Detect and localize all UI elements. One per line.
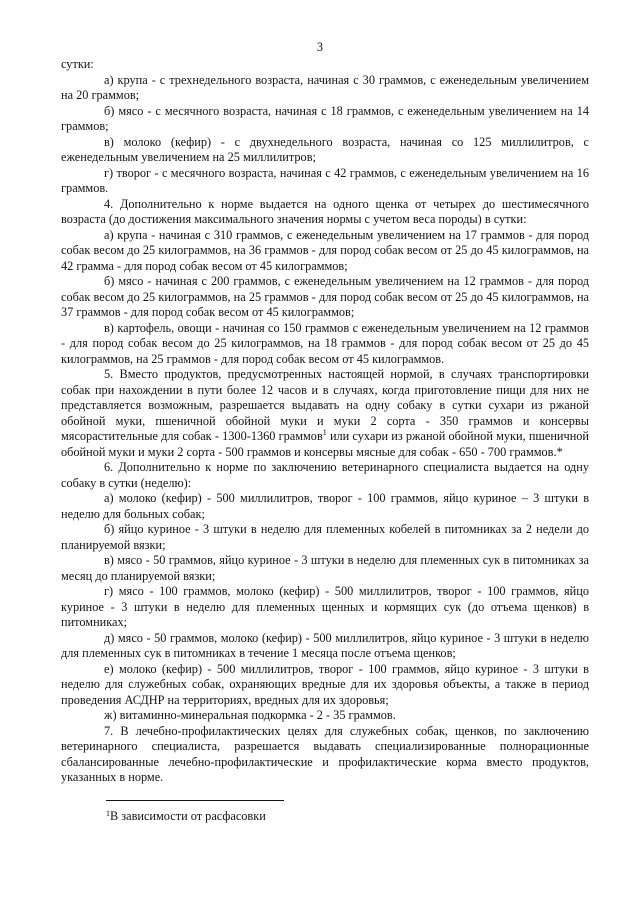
paragraph-text: г) мясо - 100 граммов, молоко (кефир) - 500 миллилитров, творог - 100 граммов, яйцо куриное - 3 штуки в неделю для племенных щенных и кормящих сук (до отъема щенков) в питомниках;	[61, 584, 589, 629]
paragraph-text: е) молоко (кефир) - 500 миллилитров, творог - 100 граммов, яйцо куриное - 3 штуки в неделю для служебных собак, охраняющих вредные для их здоровья объекты, а также в период проведения АСДНР на территориях, вредных для их здоровья;	[61, 661, 589, 707]
footnote-text: В зависимости от расфасовки	[110, 809, 266, 823]
paragraph-text: ж) витаминно-минеральная подкормка - 2 - 35 граммов.	[104, 708, 396, 722]
paragraph	[61, 57, 589, 73]
paragraph	[61, 724, 589, 786]
document-body	[61, 57, 589, 786]
paragraph	[61, 491, 589, 522]
paragraph-text: 7. В лечебно-профилактических целях для служебных собак, щенков, по заключению ветеринарного специалиста, разрешается выдавать специализированные полнорационные сбалансированные лечебно-профилактические и профилактические корма вместо продуктов, указанных в норме.	[61, 723, 589, 784]
paragraph	[61, 367, 589, 460]
paragraph-text: сутки:	[61, 57, 94, 71]
paragraph-text: или сухари из ржаной обойной муки, пшеничной обойной муки и муки 2 сорта - 500 граммов и консервы мясные для собак - 650 - 700 граммов.*	[61, 429, 590, 459]
paragraph-text: в) мясо - 50 граммов, яйцо куриное - 3 штуки в неделю для племенных сук в питомниках за месяц до планируемой вязки;	[61, 553, 589, 583]
paragraph-text: в) молоко (кефир) - с двухнедельного возраста, начиная со 125 миллилитров, с еженедельным увеличением на 25 миллилитров;	[61, 134, 589, 164]
footnote-separator	[106, 800, 284, 801]
paragraph	[61, 197, 589, 228]
paragraph-text: б) яйцо куриное - 3 штуки в неделю для племенных кобелей в питомниках за 2 недели до планируемой вязки;	[61, 522, 589, 552]
paragraph	[61, 228, 589, 275]
paragraph-text: 6. Дополнительно к норме по заключению ветеринарного специалиста выдается на одну собаку в сутки (неделю):	[61, 460, 589, 490]
paragraph-text: а) молоко (кефир) - 500 миллилитров, творог - 100 граммов, яйцо куриное – 3 штуки в неделю для больных собак;	[61, 491, 589, 521]
paragraph-text: 5. Вместо продуктов, предусмотренных настоящей нормой, в случаях транспортировки собак при нахождении в пути более 12 часов и в случаях, когда приготовление пищи для них не представляется возможным, разрешается выдавать на одну собаку в сутки сухари из ржаной обойной муки, пшеничной обойной муки и муки 2 сорта - 350 граммов и консервы мясорастительные для собак - 1300-1360 граммов	[61, 367, 589, 443]
paragraph	[61, 631, 589, 662]
footnote-marker: 1	[106, 809, 110, 818]
paragraph	[61, 274, 589, 321]
paragraph-text: а) крупа - с трехнедельного возраста, начиная с 30 граммов, с еженедельным увеличением на 20 граммов;	[61, 72, 589, 102]
paragraph-text: в) картофель, овощи - начиная со 150 граммов с еженедельным увеличением на 12 граммов - для пород собак весом до 25 килограммов, на 18 граммов - для пород собак весом от 25 до 45 килограммов, на 25 граммов - для пород собак весом от 45 килограммов.	[61, 320, 589, 366]
paragraph	[61, 104, 589, 135]
paragraph	[61, 553, 589, 584]
paragraph	[61, 460, 589, 491]
paragraph-text: б) мясо - начиная с 200 граммов, с еженедельным увеличением на 12 граммов - для пород собак весом до 25 килограммов, на 25 граммов - для пород собак весом от 25 до 45 килограммов, на 37 граммов - для пород собак весом от 45 килограммов;	[61, 274, 589, 319]
paragraph	[61, 135, 589, 166]
paragraph	[61, 522, 589, 553]
paragraph	[61, 662, 589, 709]
paragraph	[61, 73, 589, 104]
paragraph	[61, 321, 589, 368]
paragraph-text: д) мясо - 50 граммов, молоко (кефир) - 500 миллилитров, яйцо куриное - 3 штуки в неделю для племенных сук в питомниках в течение 1 месяца после отъема щенков;	[61, 630, 589, 660]
footnote-reference: 1	[322, 428, 327, 437]
page-number: 3	[316, 40, 324, 54]
paragraph-text: г) творог - с месячного возраста, начиная с 42 граммов, с еженедельным увеличением на 16 граммов.	[61, 165, 589, 195]
paragraph-text: 4. Дополнительно к норме выдается на одного щенка от четырех до шестимесячного возраста (до достижения максимального значения нормы с учетом веса породы) в сутки:	[61, 196, 589, 226]
paragraph-text: б) мясо - с месячного возраста, начиная с 18 граммов, с еженедельным увеличением на 14 граммов;	[61, 103, 589, 133]
paragraph	[61, 708, 589, 724]
paragraph	[61, 584, 589, 631]
footnote	[106, 809, 586, 825]
paragraph-text: а) крупа - начиная с 310 граммов, с еженедельным увеличением на 17 граммов - для пород собак весом до 25 килограммов, на 36 граммов - для пород собак весом от 25 до 45 килограммов, на 42 грамма - для пород собак весом от 45 килограммов;	[61, 227, 589, 273]
paragraph	[61, 166, 589, 197]
